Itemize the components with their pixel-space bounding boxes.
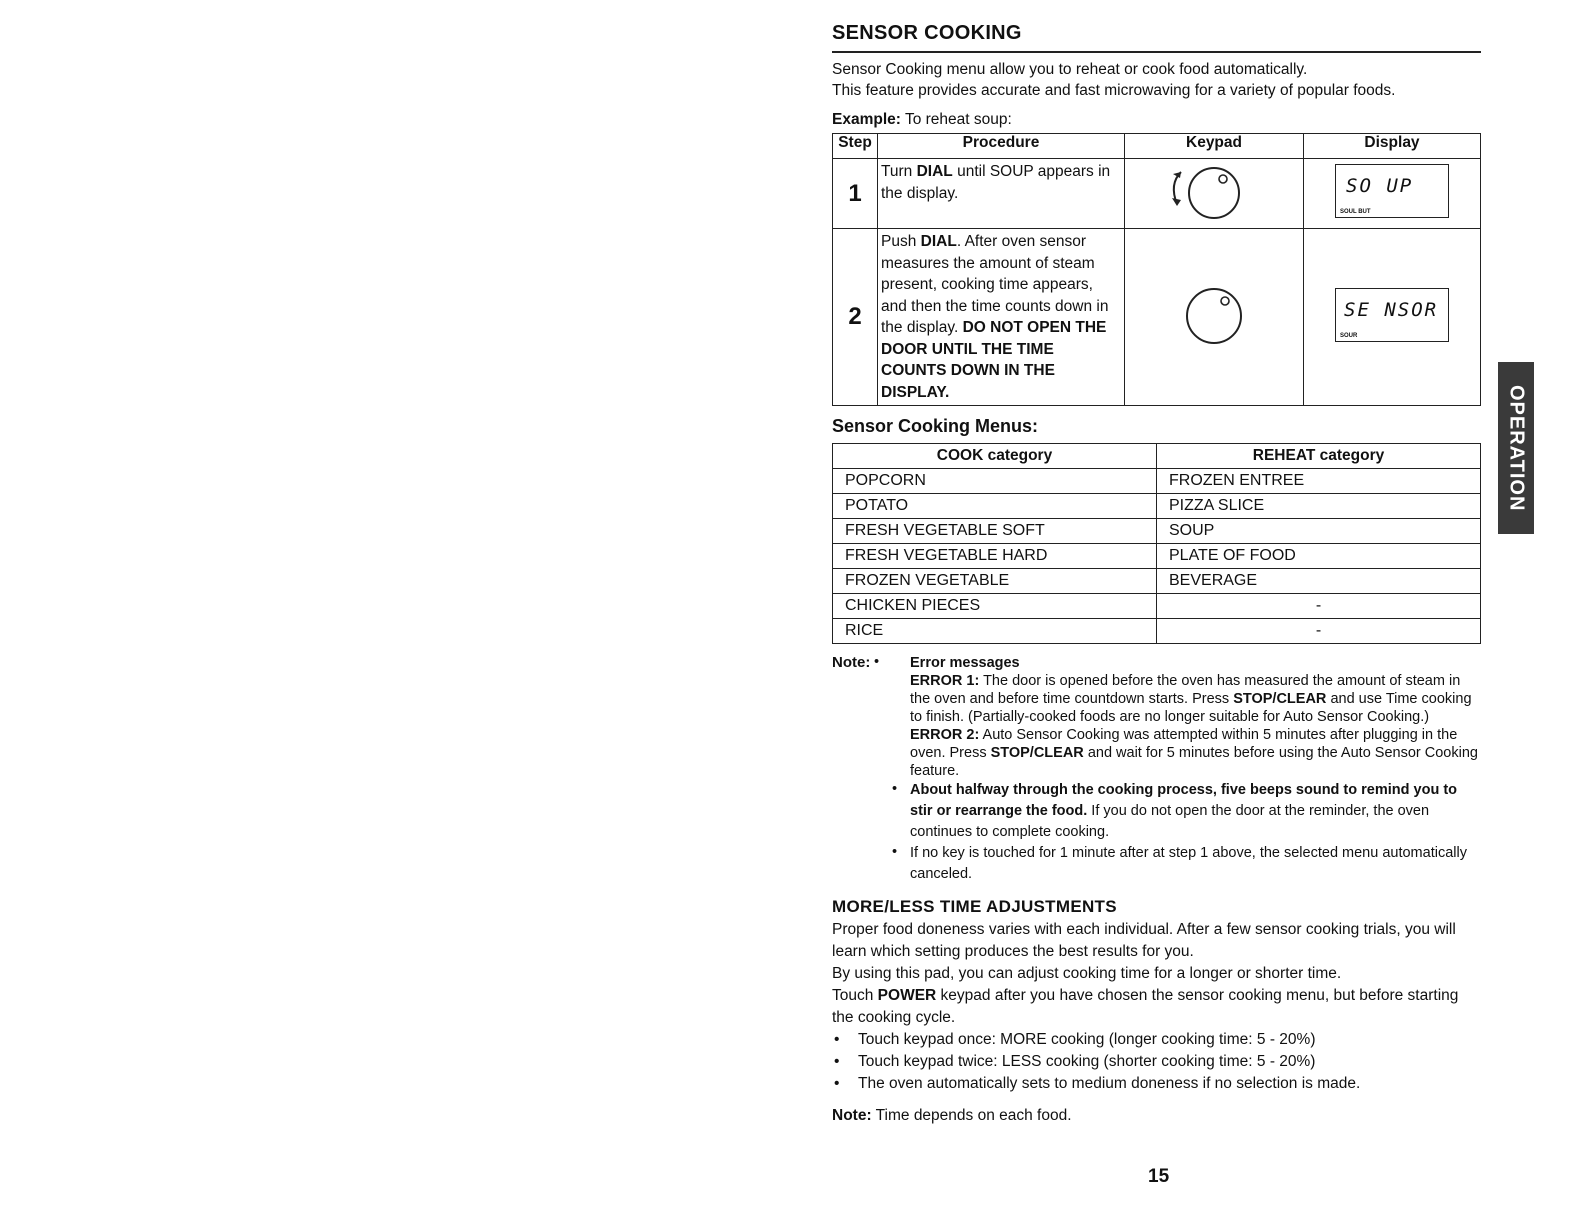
error-1	[910, 672, 1480, 726]
adjust-para-3	[832, 985, 1481, 1029]
table-row	[833, 469, 1481, 494]
cook-item: RICE	[833, 619, 1157, 644]
section-tab-label: OPERATION	[1505, 384, 1528, 512]
example-label: Example:	[832, 111, 901, 128]
note-bullet-text	[910, 780, 1480, 843]
header-keypad: Keypad	[1125, 134, 1304, 159]
lcd-text: SE NSOR	[1344, 298, 1439, 321]
list-item	[832, 1029, 1481, 1051]
note-label: Note:	[832, 654, 871, 671]
header-step: Step	[833, 134, 878, 159]
error-1-text: The door is opened before the oven has measured the amount of steam in the oven and before time countdown starts. Press	[910, 673, 1461, 707]
intro-line-1: Sensor Cooking menu allow you to reheat or cook food automatically.	[832, 61, 1308, 78]
menus-title: Sensor Cooking Menus:	[832, 416, 1039, 436]
error-2-text: and wait for 5 minutes before using the Auto Sensor Cooking feature.	[910, 745, 1478, 779]
adjust-para-1: Proper food doneness varies with each individual. After a few sensor cooking trials, you will learn which setting produces the best results for you.	[832, 921, 1456, 960]
note-bullet	[886, 843, 1480, 885]
adjust-title: MORE/LESS TIME ADJUSTMENTS	[832, 897, 1117, 916]
list-item-text: The oven automatically sets to medium doneness if no selection is made.	[858, 1075, 1361, 1092]
note-body	[892, 654, 1480, 885]
step-procedure	[878, 159, 1125, 229]
error-notes	[832, 654, 1481, 885]
steps-header-row	[833, 134, 1481, 159]
note-bullet	[886, 780, 1480, 843]
page-number: 15	[1148, 1166, 1170, 1187]
error-2-label: ERROR 2:	[910, 727, 980, 743]
proc-text: Turn	[881, 163, 917, 180]
display-cell	[1304, 159, 1481, 229]
reheat-item: -	[1157, 619, 1481, 644]
reheat-item: PIZZA SLICE	[1157, 494, 1481, 519]
list-item	[832, 1051, 1481, 1073]
table-row	[833, 519, 1481, 544]
bullet: •	[834, 1031, 840, 1048]
cook-item: FROZEN VEGETABLE	[833, 569, 1157, 594]
table-row	[833, 494, 1481, 519]
intro-line-2: This feature provides accurate and fast microwaving for a variety of popular foods.	[832, 82, 1396, 99]
list-item-text: Touch keypad once: MORE cooking (longer cooking time: 5 - 20%)	[858, 1031, 1316, 1048]
error-2-text: Auto Sensor Cooking was attempted within 5 minutes after plugging in the oven. Press	[910, 727, 1458, 761]
header-reheat: REHEAT category	[1157, 444, 1481, 469]
bullet: •	[834, 1075, 840, 1092]
error-2	[910, 726, 1480, 780]
cook-item: CHICKEN PIECES	[833, 594, 1157, 619]
section-tab	[1498, 362, 1534, 534]
foot-note	[832, 1107, 1481, 1125]
proc-text: Push	[881, 233, 921, 250]
proc-text: . After oven sensor measures the amount of steam present, cooking time appears, and then the time counts down in the display.	[881, 233, 1109, 336]
lcd-display	[1335, 164, 1449, 218]
lcd-indicator: SOUL BUT	[1340, 209, 1371, 215]
stop-clear-label: STOP/CLEAR	[990, 745, 1084, 761]
proc-text: until SOUP appears in the display.	[881, 163, 1111, 202]
table-row	[833, 569, 1481, 594]
step-number: 1	[833, 159, 878, 229]
bullet: •	[892, 844, 898, 860]
stop-clear-label: STOP/CLEAR	[1233, 691, 1327, 707]
title-divider	[832, 51, 1481, 53]
power-label: POWER	[877, 987, 937, 1004]
reheat-item: BEVERAGE	[1157, 569, 1481, 594]
table-row	[833, 594, 1481, 619]
adjust-bullets	[832, 1029, 1481, 1095]
adjust-para-2: By using this pad, you can adjust cooking time for a longer or shorter time.	[832, 965, 1342, 982]
keypad-cell	[1125, 159, 1304, 229]
bullet: •	[834, 1053, 840, 1070]
example-line	[832, 111, 1481, 129]
menus-table	[832, 443, 1481, 644]
cook-item: POTATO	[833, 494, 1157, 519]
list-item	[832, 1073, 1481, 1095]
dial-turn-icon	[1159, 160, 1269, 222]
steps-table	[832, 133, 1481, 406]
step-row-1	[833, 159, 1481, 229]
bullet: •	[892, 781, 898, 797]
dial-push-icon	[1179, 282, 1249, 348]
display-cell	[1304, 229, 1481, 406]
lcd-display	[1335, 288, 1449, 342]
step-number: 2	[833, 229, 878, 406]
header-display: Display	[1304, 134, 1481, 159]
header-procedure: Procedure	[878, 134, 1125, 159]
reheat-item: PLATE OF FOOD	[1157, 544, 1481, 569]
cook-item: FRESH VEGETABLE SOFT	[833, 519, 1157, 544]
foot-note-label: Note:	[832, 1107, 872, 1124]
error-1-label: ERROR 1:	[910, 673, 980, 689]
reheat-item: SOUP	[1157, 519, 1481, 544]
error-1-text: and use Time cooking to finish. (Partially-cooked foods are no longer suitable for Auto Sensor Cooking.)	[910, 691, 1472, 725]
step-procedure	[878, 229, 1125, 406]
keypad-cell	[1125, 229, 1304, 406]
reheat-item: FROZEN ENTREE	[1157, 469, 1481, 494]
reheat-item: -	[1157, 594, 1481, 619]
error-title: Error messages	[910, 655, 1020, 671]
reminder-bold: About halfway through the cooking process, five beeps sound to remind you to stir or rearrange the food.	[910, 782, 1458, 819]
reminder-text: If you do not open the door at the reminder, the oven continues to complete cooking.	[910, 803, 1430, 840]
proc-bold: DIAL	[916, 163, 953, 180]
proc-bold: DIAL	[920, 233, 957, 250]
para-text: keypad after you have chosen the sensor cooking menu, but before starting the cooking cycle.	[832, 987, 1459, 1026]
table-row	[833, 619, 1481, 644]
list-item-text: Touch keypad twice: LESS cooking (shorter cooking time: 5 - 20%)	[858, 1053, 1316, 1070]
page-title: SENSOR COOKING	[832, 22, 1022, 44]
table-row	[833, 544, 1481, 569]
proc-warning: DO NOT OPEN THE DOOR UNTIL THE TIME COUNTS DOWN IN THE DISPLAY.	[881, 319, 1107, 401]
bullet: •	[874, 654, 880, 670]
example-text: To reheat soup:	[904, 111, 1012, 128]
para-text: Touch	[832, 987, 878, 1004]
header-cook: COOK category	[833, 444, 1157, 469]
manual-page	[832, 18, 1481, 1125]
lcd-indicator: SOUR	[1340, 332, 1358, 339]
lcd-text: SO UP	[1346, 175, 1414, 197]
cancel-text: If no key is touched for 1 minute after at step 1 above, the selected menu automatically canceled.	[910, 845, 1467, 882]
cook-item: FRESH VEGETABLE HARD	[833, 544, 1157, 569]
menus-header-row	[833, 444, 1481, 469]
intro-text	[832, 59, 1481, 101]
cook-item: POPCORN	[833, 469, 1157, 494]
step-row-2	[833, 229, 1481, 406]
foot-note-text: Time depends on each food.	[875, 1107, 1072, 1124]
